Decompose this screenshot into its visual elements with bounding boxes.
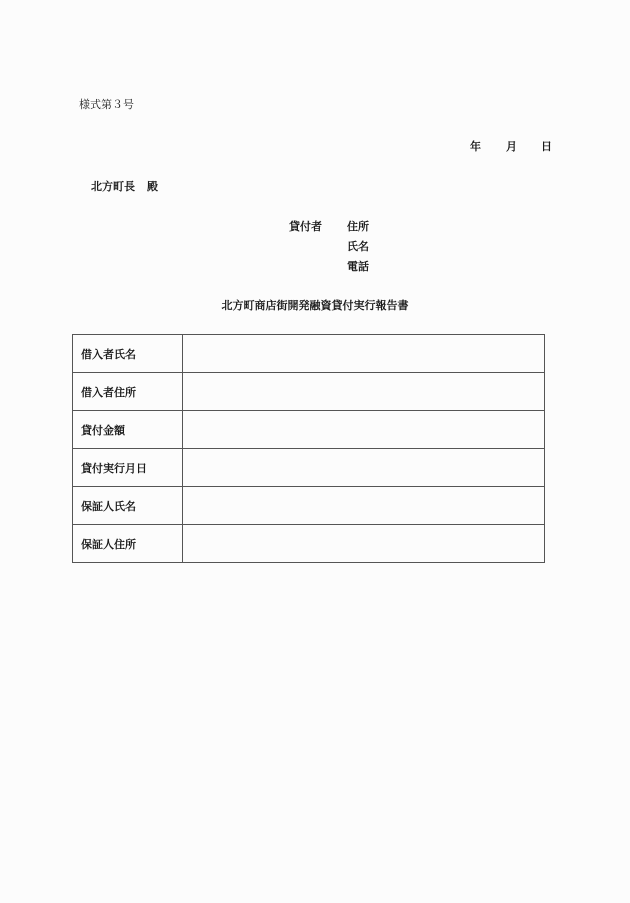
loan-amount-label: 貸付金額 <box>73 411 183 449</box>
loan-execution-date-field[interactable] <box>183 449 545 487</box>
addressee-honorific: 殿 <box>147 180 158 193</box>
table-row <box>73 373 545 411</box>
table-row <box>73 335 545 373</box>
table-row <box>73 449 545 487</box>
date-year-label: 年 <box>470 140 481 153</box>
lender-name-label: 氏名 <box>347 240 369 253</box>
guarantor-name-field[interactable] <box>183 487 545 525</box>
borrower-address-label: 借入者住所 <box>73 373 183 411</box>
lender-address-label: 住所 <box>347 220 369 233</box>
addressee <box>91 178 158 194</box>
table-row <box>73 525 545 563</box>
addressee-name: 北方町長 <box>91 180 135 193</box>
borrower-address-field[interactable] <box>183 373 545 411</box>
guarantor-name-label: 保証人氏名 <box>73 487 183 525</box>
lender-label: 貸付者 <box>289 220 322 233</box>
loan-execution-date-label: 貸付実行月日 <box>73 449 183 487</box>
guarantor-address-field[interactable] <box>183 525 545 563</box>
guarantor-address-label: 保証人住所 <box>73 525 183 563</box>
borrower-name-label: 借入者氏名 <box>73 335 183 373</box>
table-row <box>73 411 545 449</box>
borrower-name-field[interactable] <box>183 335 545 373</box>
form-number: 様式第３号 <box>79 98 134 111</box>
lender-phone-label: 電話 <box>347 260 369 273</box>
date-month-label: 月 <box>506 140 517 153</box>
report-table <box>72 334 545 563</box>
loan-amount-field[interactable] <box>183 411 545 449</box>
date-day-label: 日 <box>541 140 552 153</box>
document-title: 北方町商店街開発融資貸付実行報告書 <box>221 299 409 312</box>
table-row <box>73 487 545 525</box>
